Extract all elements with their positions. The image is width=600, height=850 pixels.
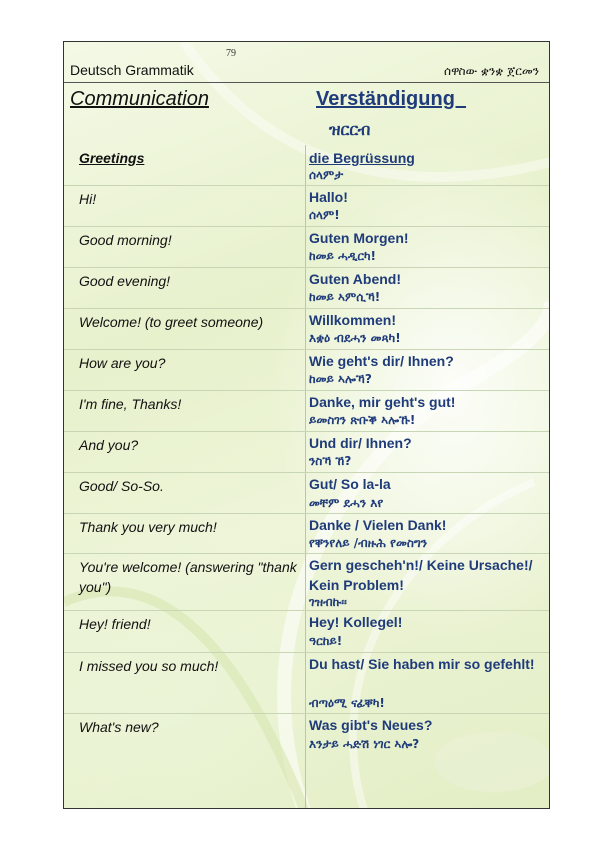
table-row	[64, 226, 549, 268]
english-phrase: Good evening!	[79, 273, 171, 289]
table-row	[64, 713, 549, 809]
table-row	[64, 390, 549, 432]
german-phrase: Danke / Vielen Dank!	[309, 517, 447, 533]
amharic-phrase: እቋዕ ብደሓን መጻካ!	[309, 331, 401, 345]
section-title-english: Communication	[70, 88, 209, 110]
english-phrase: Greetings	[79, 150, 145, 166]
header-amharic-title: ሰዋስው ቋንቋ ጀርመን	[444, 64, 539, 78]
german-phrase: Guten Abend!	[309, 271, 402, 287]
amharic-phrase: ሰላም!	[309, 208, 340, 222]
german-phrase: Was gibt's Neues?	[309, 717, 433, 733]
english-phrase: Welcome! (to greet someone)	[79, 314, 264, 330]
book-page	[63, 41, 550, 809]
table-row	[64, 513, 549, 554]
german-phrase: Hey! Kollegel!	[309, 614, 403, 630]
german-phrase: Willkommen!	[309, 312, 396, 328]
amharic-phrase: ዓርከይ!	[309, 634, 343, 648]
english-phrase: I missed you so much!	[79, 658, 219, 674]
table-row	[64, 349, 549, 391]
table-row	[64, 185, 549, 227]
table-row	[64, 652, 549, 714]
amharic-phrase: ብጣዕሚ ናፊቐካ!	[309, 696, 385, 710]
amharic-phrase: ከመይ ሓዲርካ!	[309, 249, 376, 263]
section-title-amharic: ዝርርብ	[329, 120, 371, 139]
english-phrase: Thank you very much!	[79, 519, 217, 535]
table-row	[64, 267, 549, 309]
page-number: 79	[226, 48, 236, 59]
german-phrase: Du hast/ Sie haben mir so gefehlt!	[309, 656, 535, 672]
english-phrase: Good morning!	[79, 232, 172, 248]
table-row	[64, 472, 549, 514]
german-phrase: Gern gescheh'n!/ Keine Ursache!/ Kein Problem!	[309, 557, 533, 593]
german-phrase: Und dir/ Ihnen?	[309, 435, 412, 451]
header-book-title: Deutsch Grammatik	[70, 62, 194, 78]
english-phrase: Hi!	[79, 191, 97, 207]
section-title-german: Verständigung	[316, 88, 467, 110]
table-row	[64, 145, 549, 185]
amharic-phrase: ይመስገን ጽቡቕ ኣሎኹ!	[309, 413, 416, 427]
english-phrase: Hey! friend!	[79, 616, 151, 632]
german-phrase: Gut/ So la-la	[309, 476, 391, 492]
table-row	[64, 610, 549, 653]
german-phrase: die Begrüssung	[309, 150, 415, 166]
english-phrase: I'm fine, Thanks!	[79, 396, 182, 412]
table-row	[64, 431, 549, 473]
amharic-phrase: ከመይ ኣሎኻ?	[309, 372, 372, 386]
amharic-phrase: ሰላምታ	[309, 168, 344, 182]
german-phrase: Danke, mir geht's gut!	[309, 394, 456, 410]
english-phrase: What's new?	[79, 719, 159, 735]
german-phrase: Hallo!	[309, 189, 348, 205]
german-phrase: Wie geht's dir/ Ihnen?	[309, 353, 454, 369]
english-phrase: You're welcome! (answering "thank you")	[79, 559, 297, 595]
amharic-phrase: መቸም ደሓን እየ	[309, 496, 384, 510]
amharic-phrase: ገዝብኩ፡፡	[309, 595, 347, 609]
english-phrase: And you?	[79, 437, 139, 453]
german-phrase: Guten Morgen!	[309, 230, 409, 246]
amharic-phrase: ንስኻ ኸ?	[309, 454, 352, 468]
header-divider	[64, 82, 549, 83]
table-row	[64, 308, 549, 350]
english-phrase: How are you?	[79, 355, 166, 371]
amharic-phrase: ከመይ ኣምሲኻ!	[309, 290, 381, 304]
amharic-phrase: እንታይ ሓድሽ ነገር ኣሎ?	[309, 737, 420, 751]
amharic-phrase: የቐንየለይ /ብዙሕ የመስግን	[309, 536, 428, 550]
table-row	[64, 553, 549, 611]
english-phrase: Good/ So-So.	[79, 478, 164, 494]
